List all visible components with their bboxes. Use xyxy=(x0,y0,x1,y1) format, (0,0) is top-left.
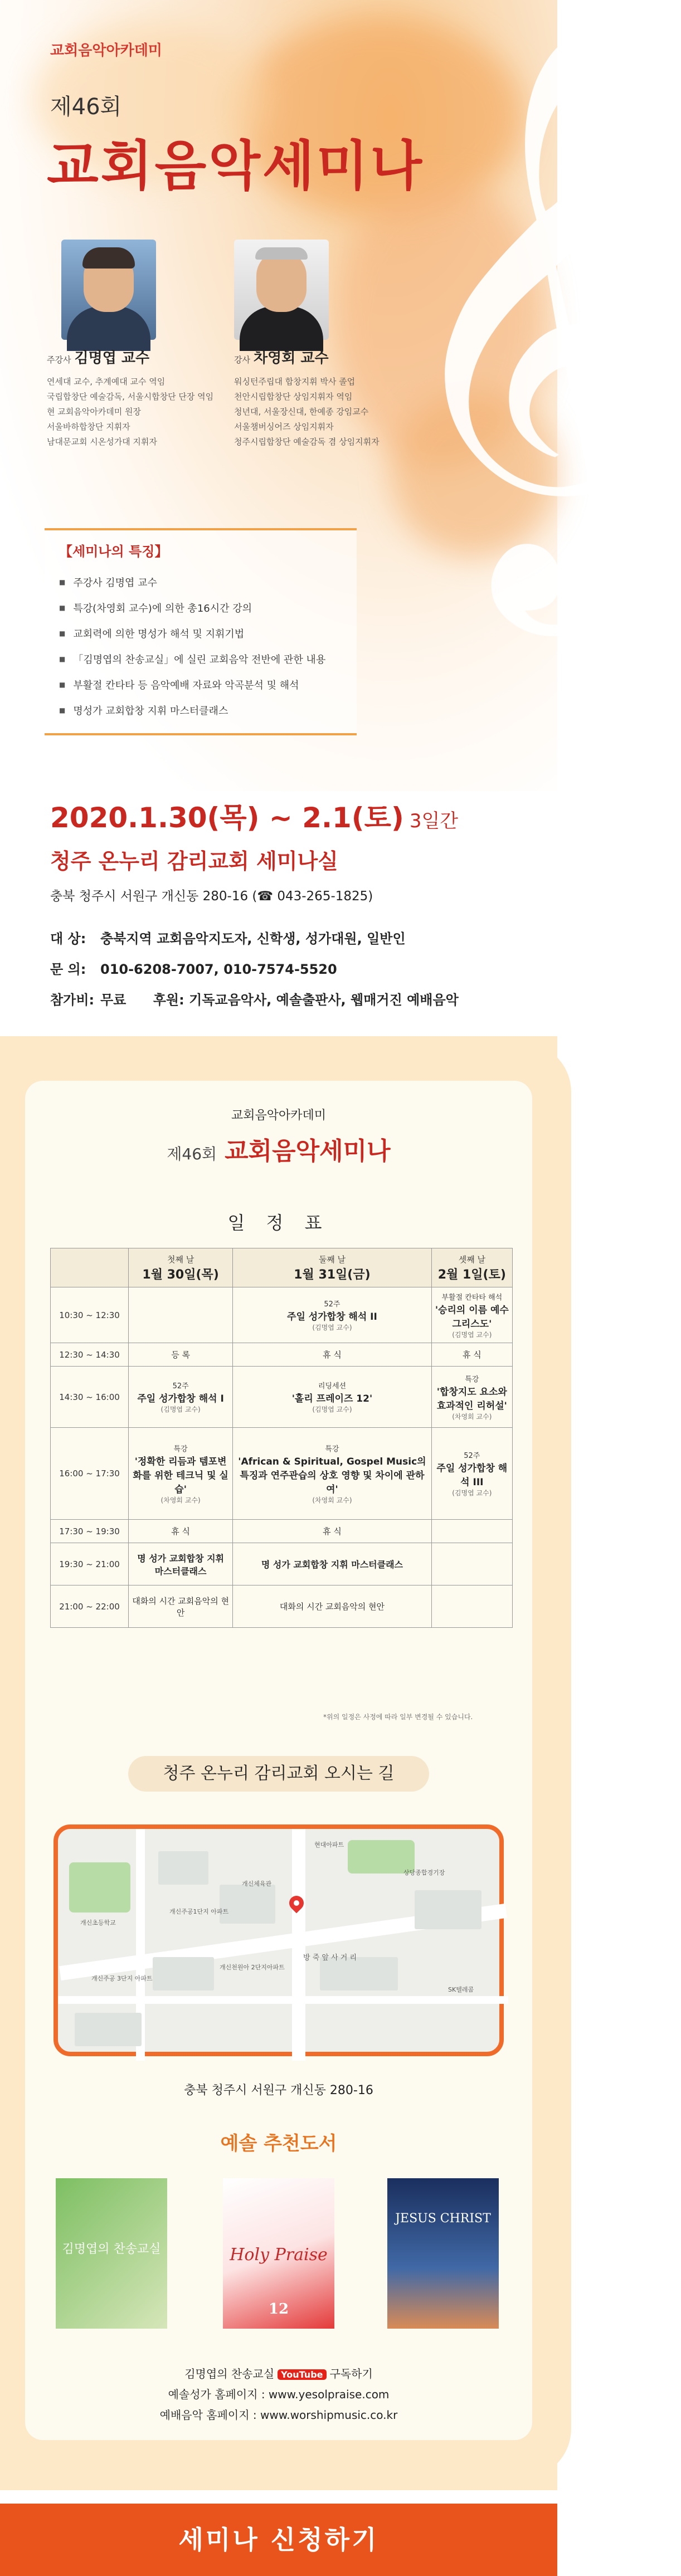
features-box xyxy=(45,528,357,735)
page-title: 교회음악세미나 xyxy=(47,135,425,197)
worship-link[interactable]: 예배음악 홈페이지 : www.worshipmusic.co.kr xyxy=(159,2408,398,2422)
professor-photo-cha xyxy=(234,240,329,340)
book-cover[interactable]: 김명엽의 찬송교실 xyxy=(56,2178,167,2329)
schedule-heading: 일 정 표 xyxy=(227,1212,330,1233)
map-address: 충북 청주시 서원구 개신동 280-16 xyxy=(184,2084,373,2097)
professor-info-kim: 주강사 김명엽 교수 연세대 교수, 추계예대 교수 역임 국립합창단 예술감독, 서울시합창단 단장 역임 현 교회음악아카데미 원장 서울바하합창단 지휘자 남대문교회 시온성가대 지휘자 xyxy=(47,350,214,447)
feature-item: ■ 특강(차영회 교수)에 의한 총16시간 강의 xyxy=(59,596,342,621)
hero-section xyxy=(0,0,681,791)
card-brand: 교회음악아카데미 xyxy=(231,1109,327,1123)
table-row: 14:30 ~ 16:00 52주 주일 성가합창 해석 I (김명엽 교수) 리딩세션 '홀리 프레이즈 12' (김명엽 교수) 특강 '합창지도 요소와 효과적인 리허설' (차영회 교수) xyxy=(51,1367,513,1428)
books-title: 예솔 추천도서 xyxy=(220,2133,337,2155)
schedule-table xyxy=(50,1248,513,1628)
event-venue: 청주 온누리 감리교회 세미나실 xyxy=(50,849,338,874)
feature-item: ■ 명성가 교회합창 지휘 마스터클래스 xyxy=(59,698,342,724)
features-heading: 【세미나의 특징】 xyxy=(59,544,168,559)
feature-item: ■ 주강사 김명엽 교수 xyxy=(59,570,342,596)
event-contact: 문 의: 010-6208-7007, 010-7574-5520 xyxy=(50,962,337,977)
card-title: 제46회 교회음악세미나 xyxy=(167,1137,391,1165)
table-row: 21:00 ~ 22:00 대화의 시간 교회음악의 현안 대화의 시간 교회음악의 현안 xyxy=(51,1585,513,1628)
event-address: 충북 청주시 서원구 개신동 280-16 (☎ 043-265-1825) xyxy=(50,889,373,904)
professor-photo-kim xyxy=(61,240,156,340)
youtube-icon: YouTube xyxy=(278,2369,326,2380)
treble-clef-icon: 𝄞 xyxy=(385,26,681,609)
table-header-day: 둘째 날 1월 31일(금) xyxy=(233,1248,431,1287)
event-dates: 2020.1.30(목) ~ 2.1(토) 3일간 xyxy=(50,802,459,834)
table-header-day: 첫째 날 1월 30일(목) xyxy=(129,1248,233,1287)
yesol-link[interactable]: 예솔성가 홈페이지 : www.yesolpraise.com xyxy=(168,2388,390,2401)
table-row: 19:30 ~ 21:00 명 성가 교회합창 지휘 마스터클래스 명 성가 교회합창 지휘 마스터클래스 xyxy=(51,1543,513,1585)
table-header-day: 셋째 날 2월 1일(토) xyxy=(431,1248,512,1287)
directions-title: 청주 온누리 감리교회 오시는 길 xyxy=(128,1756,429,1792)
book-cover[interactable]: Holy Praise 12 xyxy=(223,2178,334,2329)
professor-info-cha: 강사 차영회 교수 워싱턴주립대 합창지휘 박사 졸업 천안시립합창단 상임지휘자 역임 청년대, 서울장신대, 한예종 강임교수 서울챔버싱어즈 상임지휘자 청주시립합창단 예술감독 겸 상임지휘자 xyxy=(234,350,380,447)
table-row: 10:30 ~ 12:30 52주 주일 성가합창 해석 II (김명엽 교수) 부활절 칸타타 해석 '승리의 이름 예수 그리스도' (김명엽 교수) xyxy=(51,1287,513,1343)
youtube-link[interactable]: 김명엽의 찬송교실 YouTube 구독하기 xyxy=(184,2367,373,2380)
feature-item: ■ 교회력에 의한 명성가 해석 및 지휘기법 xyxy=(59,621,342,647)
apply-button[interactable]: 세미나 신청하기 xyxy=(0,2504,557,2576)
feature-item: ■ 부활절 칸타타 등 음악예배 자료와 악곡분석 및 해석 xyxy=(59,672,342,698)
edition-label: 제46회 xyxy=(50,94,122,120)
schedule-note: *위의 일정은 사정에 따라 일부 변경될 수 있습니다. xyxy=(323,1713,473,1721)
feature-item: ■ 「김명엽의 찬송교실」에 실린 교회음악 전반에 관한 내용 xyxy=(59,647,342,672)
brand-label: 교회음악아카데미 xyxy=(50,42,162,59)
location-map[interactable]: 개신체육관 현대아파트 개신초등학교 개신주공1단지 아파트 개신천원아 2단지아파트 개신주공 3단지 아파트 상당종합경기장 방 죽 앞 사 거 리 SK텔레콤 xyxy=(53,1824,504,2056)
book-cover[interactable]: JESUS CHRIST xyxy=(387,2178,499,2329)
table-header-corner xyxy=(51,1248,129,1287)
event-target: 대 상: 충북지역 교회음악지도자, 신학생, 성가대원, 일반인 xyxy=(50,931,406,947)
table-row: 17:30 ~ 19:30 휴 식 휴 식 xyxy=(51,1520,513,1543)
table-row: 12:30 ~ 14:30 등 록 휴 식 휴 식 xyxy=(51,1343,513,1367)
table-row: 16:00 ~ 17:30 특강 '정확한 리듬과 템포변화를 위한 테크닉 및 실습' (차영회 교수) 특강 'African & Spiritual, Gospel Music의 특징과 연주관습의 상호 영향 및 차이에 관하여' (차영회 교수) 52주 주일 성가합창 해석 III (김명엽 교수) xyxy=(51,1428,513,1520)
event-fee: 참가비: 무료 후원: 기독교음악사, 예솔출판사, 웹매거진 예배음악 xyxy=(50,992,459,1008)
